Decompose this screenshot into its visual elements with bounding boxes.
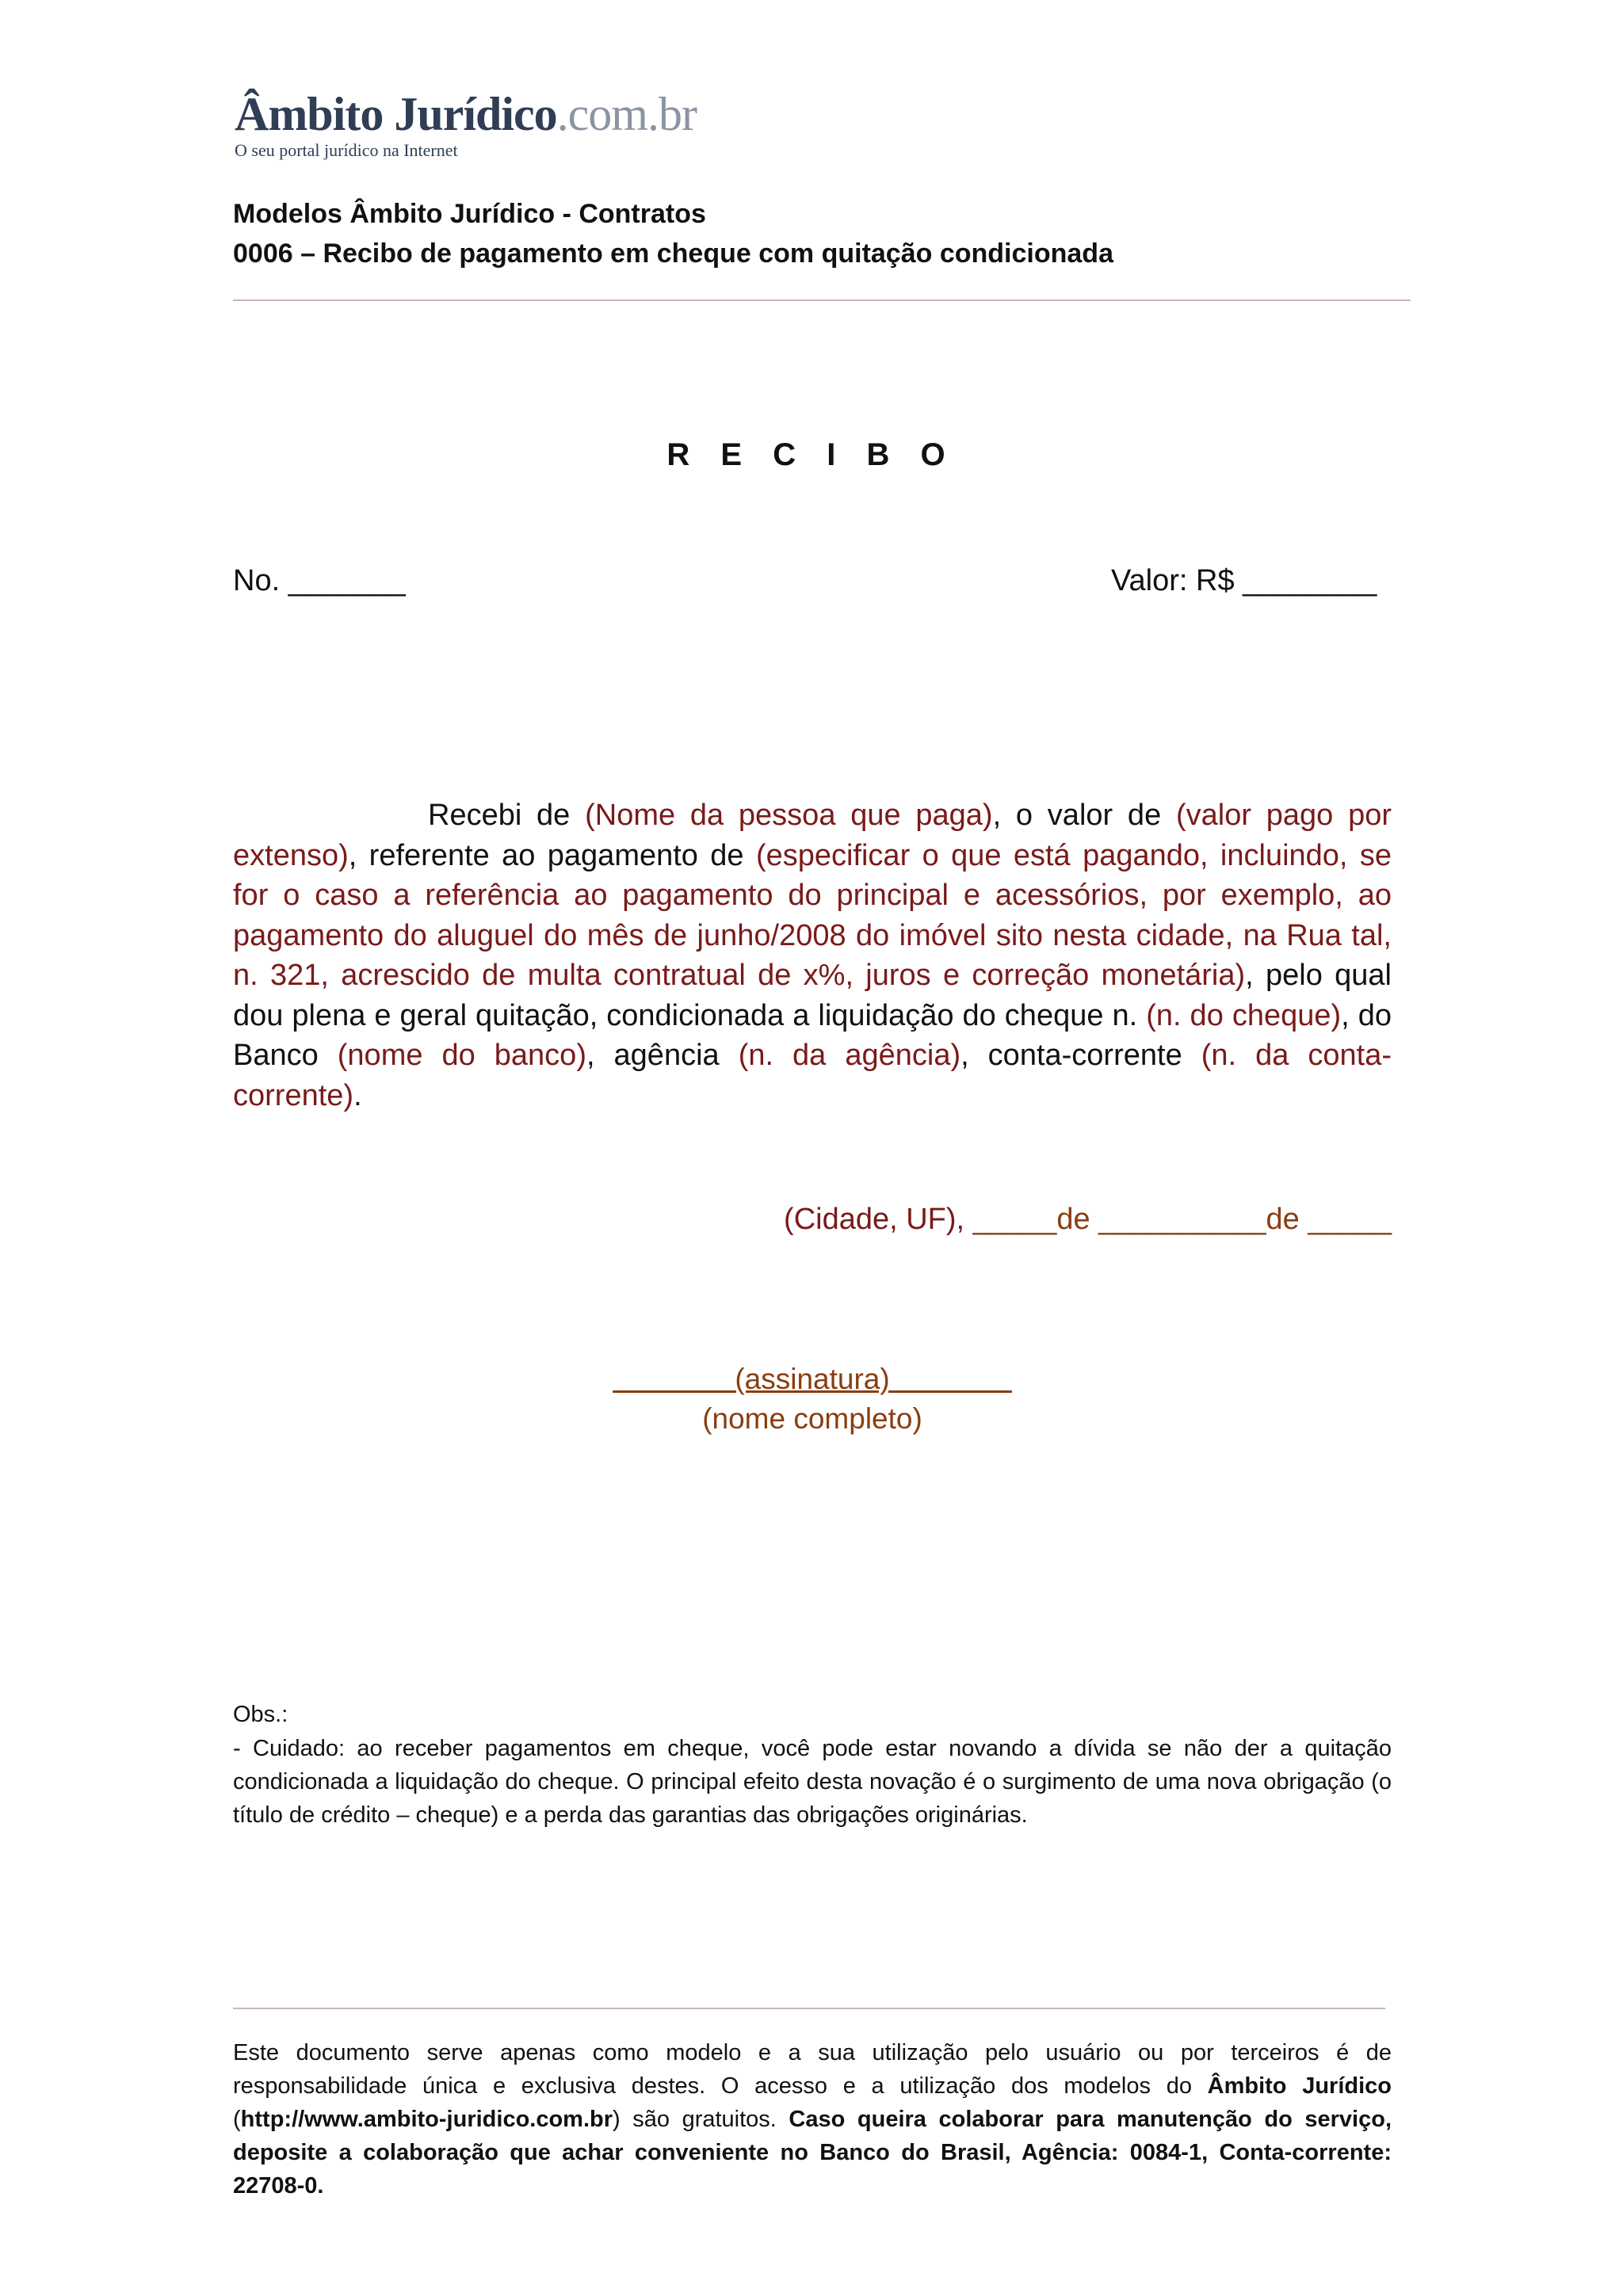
placeholder-payer-name: (Nome da pessoa que paga) (585, 799, 993, 832)
logo-tagline: O seu portal jurídico na Internet (235, 140, 458, 160)
receipt-number-field: No. _______ (233, 564, 406, 597)
body-text: , pelo qual dou plena e geral quitação, condicionada a liquidação do cheque n. (233, 959, 1392, 1032)
observation-text: - Cuidado: ao receber pagamentos em cheque, você pode estar novando a dívida se não der a quitação condicionada a liquidação do cheque. O principal efeito desta novação é o surgimento de uma nova obrigação (o título de crédito – cheque) e a perda das garantias das obrigações originárias. (233, 1736, 1392, 1828)
body-text: , agência (586, 1039, 739, 1072)
receipt-heading: R E C I B O (666, 437, 957, 472)
footer-divider (233, 2008, 1385, 2009)
body-text: , referente ao pagamento de (348, 838, 756, 872)
logo-domain-text: .com.br (556, 88, 697, 140)
footer-brand: Âmbito Jurídico (1207, 2073, 1392, 2099)
body-text: , do Banco (233, 998, 1392, 1072)
placeholder-payment-description: (especificar o que está pagando, incluindo, se for o caso a referência ao pagamento do principal e acessórios, por exemplo, ao pagamento do aluguel do mês de junho/2008 do imóvel sito nesta cidade, na Rua tal, n. 321, acrescido de multa contratual de x%, juros e correção monetária) (233, 838, 1392, 992)
placeholder-branch-number: (n. da agência) (738, 1039, 961, 1072)
header-divider (233, 299, 1411, 301)
receipt-value-field: Valor: R$ ________ (1111, 564, 1377, 597)
footer-text: Este documento serve apenas como modelo e a sua utilização pelo usuário ou por terceiros é de responsabilidade única e exclusiva destes. O acesso e a utilização dos modelos do (233, 2040, 1392, 2099)
signature-line: (assinatura) (613, 1363, 1012, 1395)
logo-main-text: Âmbito Jurídico (235, 88, 557, 140)
placeholder-amount-words: (valor pago por extenso) (233, 799, 1392, 872)
body-text: . (353, 1078, 362, 1112)
footer-url-link[interactable]: http://www.ambito-juridico.com.br (240, 2107, 613, 2132)
body-text: Recebi de (428, 799, 586, 832)
footer-donation-info: Caso queira colaborar para manutenção do serviço, deposite a colaboração que achar conveniente no Banco do Brasil, Agência: 0084-1, Conta-corrente: 22708-0. (233, 2107, 1392, 2199)
body-text: , o valor de (992, 799, 1176, 832)
footer-text: ) são gratuitos. (613, 2107, 789, 2132)
date-line (784, 1201, 1392, 1238)
placeholder-check-number: (n. do cheque) (1146, 998, 1342, 1032)
body-text: , conta-corrente (960, 1039, 1201, 1072)
document-series-title: Modelos Âmbito Jurídico - Contratos (233, 199, 706, 229)
signer-full-name: (nome completo) (702, 1402, 922, 1435)
logo-wordmark (235, 89, 742, 139)
placeholder-account-number: (n. da conta-corrente) (233, 1039, 1392, 1112)
footer-text: ( (233, 2107, 241, 2132)
placeholder-bank-name: (nome do banco) (337, 1039, 586, 1072)
site-logo[interactable] (235, 89, 742, 168)
receipt-body (233, 795, 1392, 1116)
footer-disclaimer (233, 2036, 1392, 2203)
date-blanks: _____de __________de _____ (972, 1203, 1392, 1236)
document-model-title: 0006 – Recibo de pagamento em cheque com quitação condicionada (233, 238, 1113, 269)
observation-label: Obs.: (233, 1702, 288, 1727)
placeholder-city: (Cidade, UF), (784, 1203, 973, 1236)
